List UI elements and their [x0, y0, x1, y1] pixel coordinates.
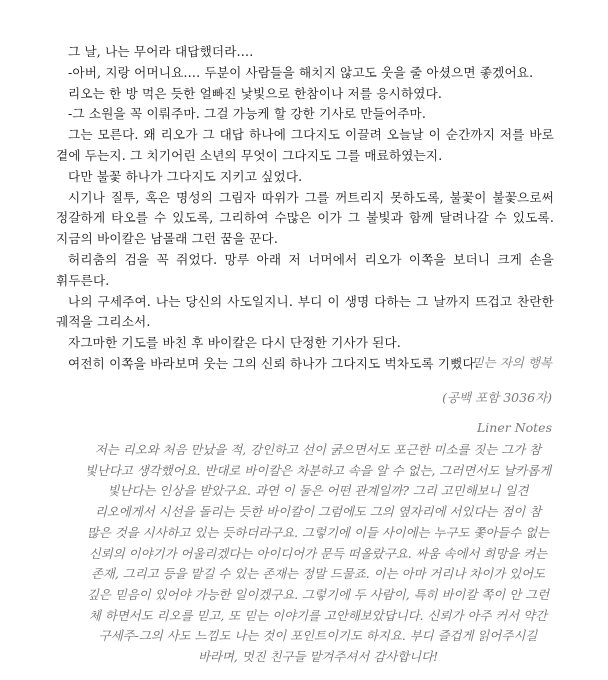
story-signature: 믿는 자의 행복	[471, 355, 552, 370]
story-paragraph: 자그마한 기도를 바친 후 바이칼은 다시 단정한 기사가 된다.	[68, 335, 401, 351]
story-body	[56, 42, 554, 375]
story-paragraph: 리오는 한 방 먹은 듯한 얼빠진 낯빛으로 한참이나 저를 응시하였다.	[68, 85, 443, 101]
liner-notes-text: 저는 리오와 처음 만났을 적, 강인하고 선이 굵으면서도 포근한 미소를 짓는 그가 참 빛난다고 생각했어요. 반대로 바이칼은 차분하고 속을 알 수 없는, 그러면서도 날카롭게 빛난다는 인상을 받았구요. 과연 이 둘은 어떤 관계일까? 그리 고민해보니 일견 리오에게서 시선을 돌리는 듯한 바이칼이 그럼에도 그의 옆자리에 서있다는 점이 참 많은 것을 시사하고 있는 듯하더라구요. 그렇기에 이들 사이에는 누구도 쫓아들수 없는 신뢰의 이야기가 어울리겠다는 아이디어가 문득 떠올랐구요. 싸움 속에서 희망을 켜는 존재, 그리고 등을 맡길 수 있는 존재는 정말 드물죠. 이는 아마 거리나 차이가 있어도 깊은 믿음이 있어야 가능한 일이겠구요. 그렇기에 두 사람이, 특히 바이칼 쪽이 안 그런 체 하면서도 리오를 믿고, 또 믿는 이야기를 고안해보았답니다. 신뢰가 아주 커서 약간 구세주-그의 사도 느낌도 나는 것이 포인트이기도 하지요. 부디 즐겁게 읽어주시길 바라며, 멋진 친구들 맡겨주셔서 감사합니다!	[84, 442, 552, 665]
story-paragraph: 그 날, 나는 무어라 대답했더라….	[68, 44, 254, 59]
story-paragraph: 시기나 질투, 혹은 명성의 그림자 따위가 그를 꺼트리지 못하도록, 불꽃이 불꽃으로써 정갈하게 타오를 수 있도록, 그리하여 수많은 이가 그 불빛과 함께 달려나갈 수 있도록. 지금의 바이칼은 남몰래 그런 꿈을 꾼다.	[56, 189, 554, 247]
story-paragraph: -아버, 지랑 어머니요…. 두분이 사람들을 해치지 않고도 웃을 줄 아셨으면 좋겠어요.	[68, 64, 534, 80]
story-paragraph: 여전히 이쪽을 바라보며 웃는 그의 신뢰 하나가 그다지도 벅차도록 기뻤다.	[68, 355, 479, 371]
story-paragraph: 다만 불꽃 하나가 그다지도 지키고 싶었다.	[68, 168, 303, 184]
story-paragraph: 나의 구세주여. 나는 당신의 사도일지니. 부디 이 생명 다하는 그 날까지 뜨겁고 찬란한 궤적을 그리소서.	[56, 293, 554, 330]
character-count: (공백 포함 3036자)	[442, 390, 552, 405]
story-paragraph: -그 소원을 꼭 이뤄주마. 그걸 가능케 할 강한 기사로 만들어주마.	[68, 106, 426, 122]
liner-notes-title: Liner Notes	[477, 420, 552, 435]
story-paragraph: 그는 모른다. 왜 리오가 그 대답 하나에 그다지도 이끌려 오늘날 이 순간까지 저를 바로 곁에 두는지. 그 치기어린 소년의 무엇이 그다지도 그를 매료하였는지.	[56, 127, 554, 163]
story-paragraph: 허리춤의 검을 꼭 쥐었다. 망루 아래 저 너머에서 리오가 이쪽을 보더니 크게 손을 휘두른다.	[56, 251, 554, 288]
